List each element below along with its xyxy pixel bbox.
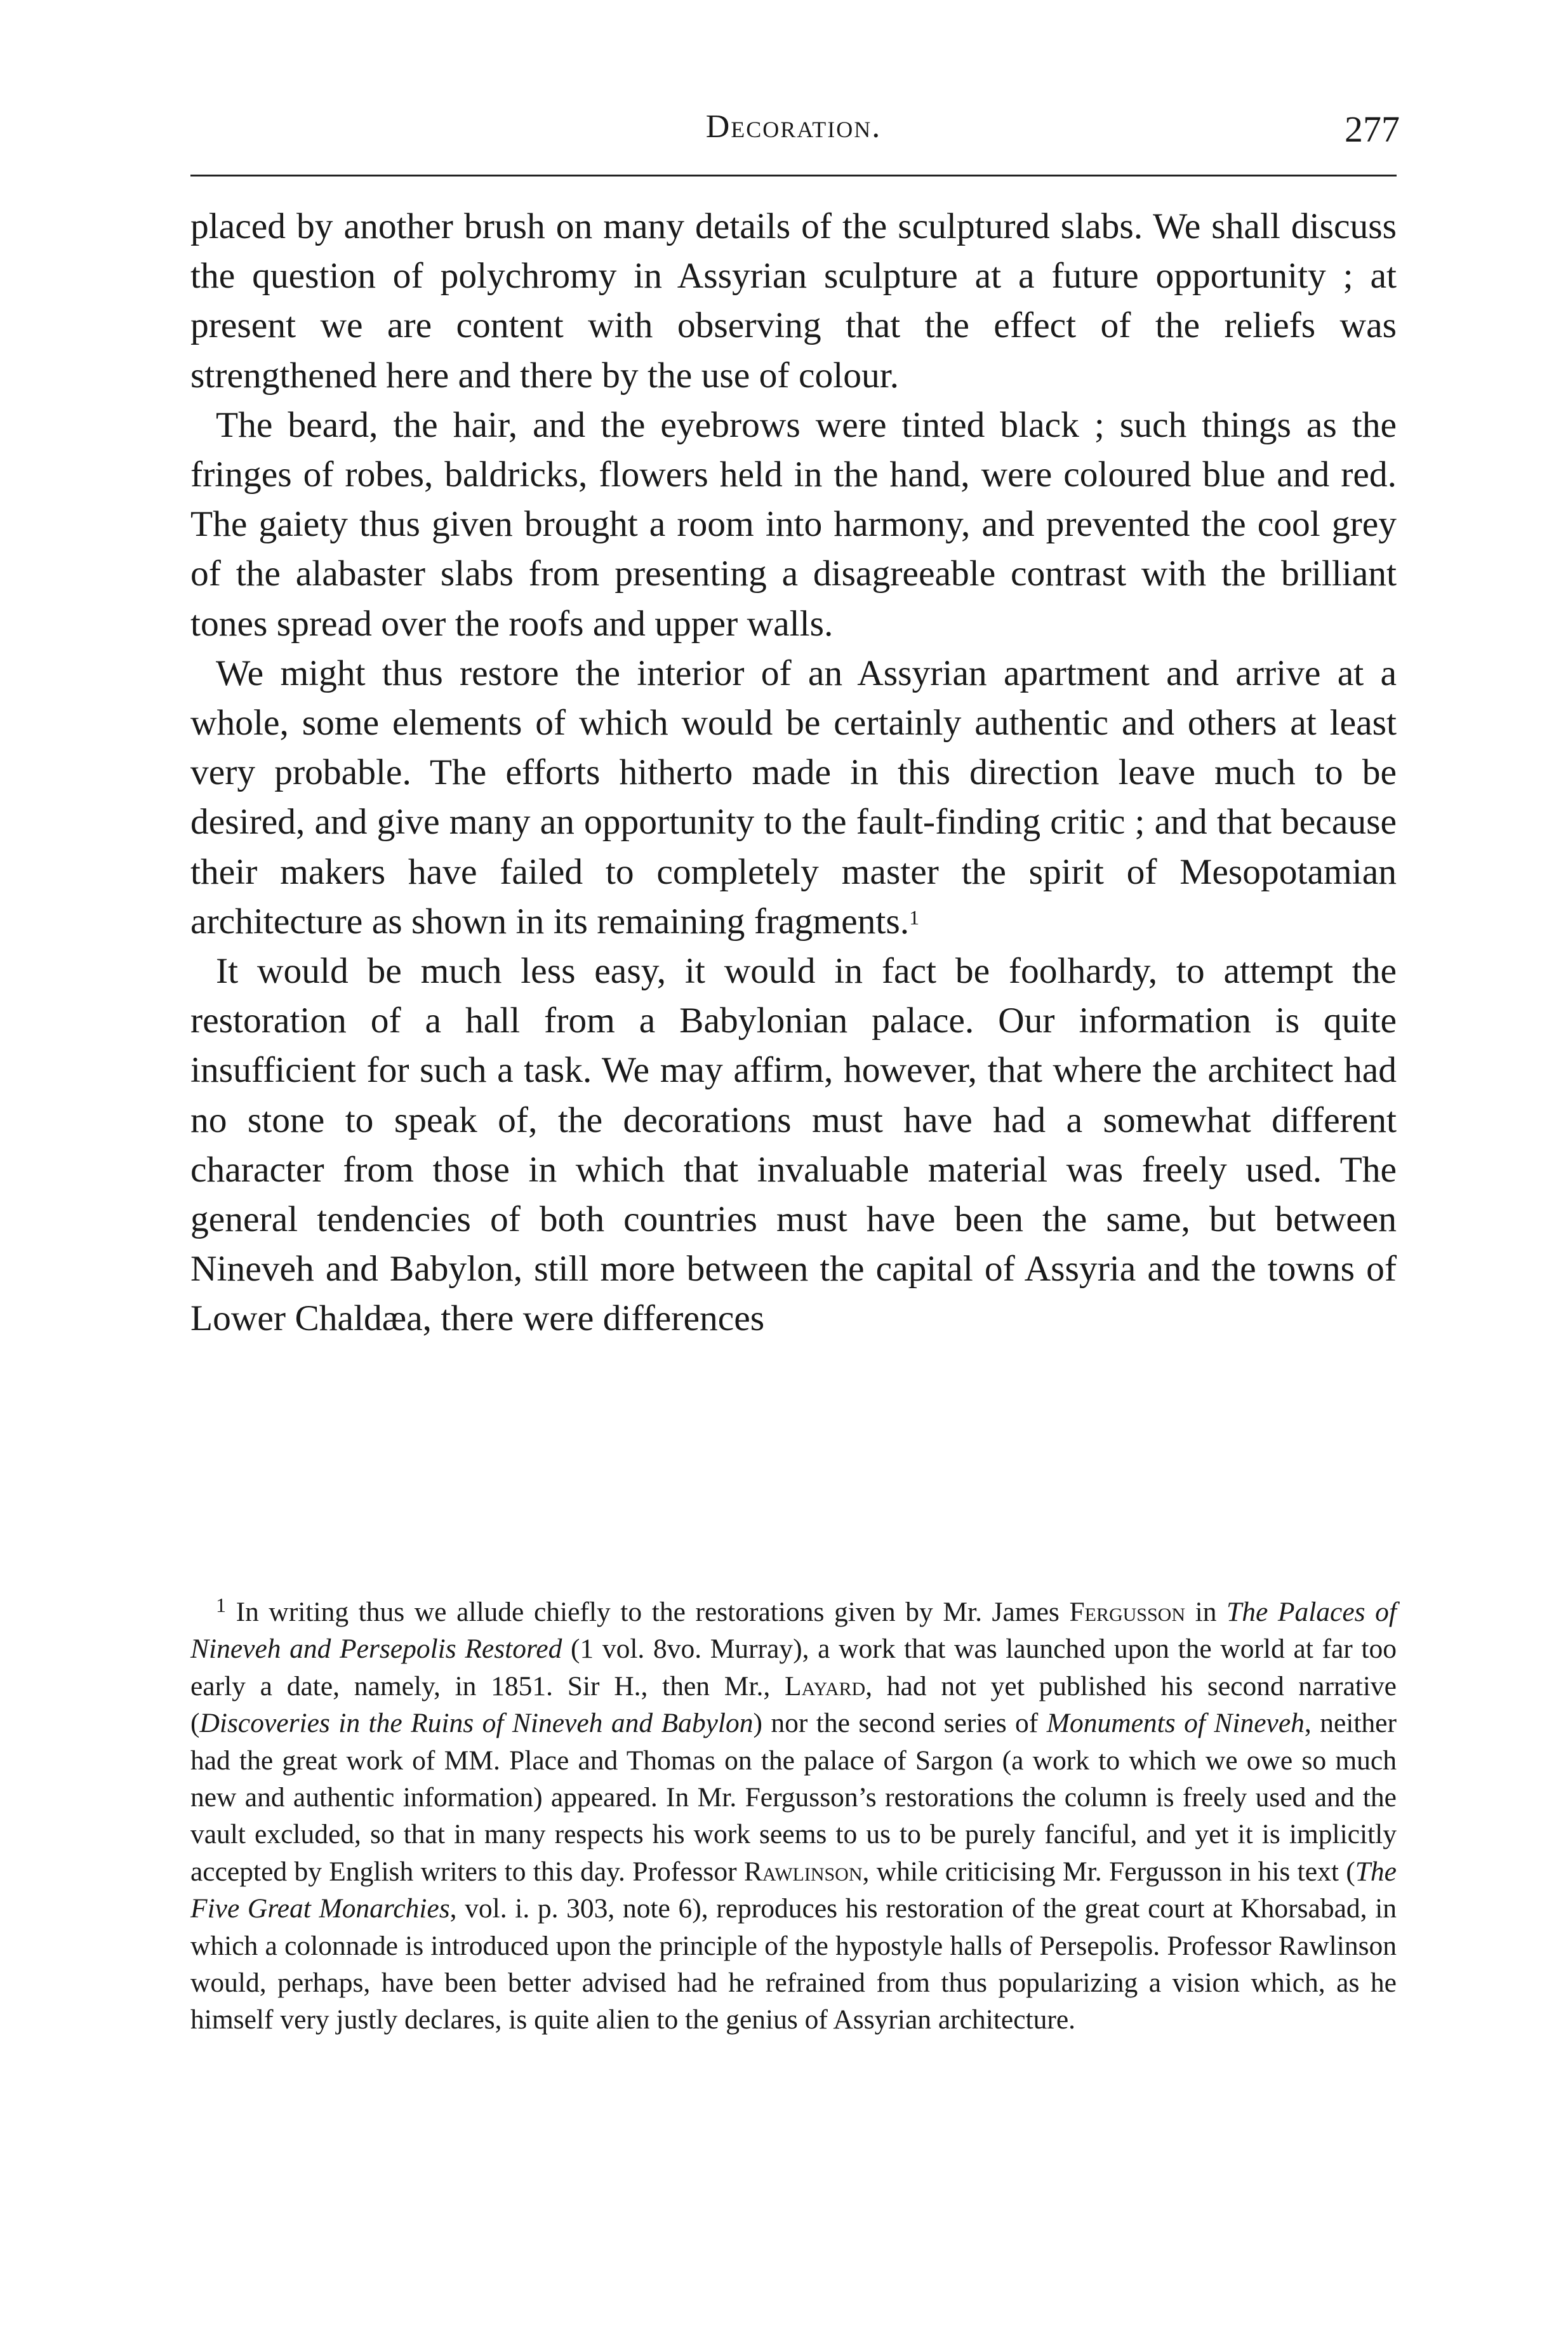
paragraph-3-text: We might thus restore the interior of an Assyrian apartment and arrive at a whole, some elements of which would be certainly authentic and others at least very probable. The efforts hitherto made in this direction leave much to be desired, and give many an opportunity to the fault-finding critic ; and that because their makers have failed to completely master the spirit of Mesopotamian architecture as shown in its remaining fragments.: [190, 653, 1397, 942]
book-page: [190, 0, 1400, 2035]
footnote-marker: 1: [216, 1594, 226, 1616]
footnote-text: , had not yet published his second narrative (: [190, 1670, 1397, 1739]
footnote-1: [190, 1594, 1397, 2039]
page-number: 277: [1345, 109, 1400, 150]
footnote-text: In writing thus we allude chiefly to the restorations given by Mr. James: [236, 1597, 1070, 1627]
book-title: The Palaces of Nineveh and Persepolis Restored: [190, 1597, 1397, 1665]
page-header: [190, 0, 1400, 171]
footnote-text: , neither had the great work of MM. Place and Thomas on the palace of Sargon (a work to which we owe so much new and authentic information) appeared. In Mr. Fergusson’s restorations the column is freely used and the vault excluded, so that in many respects his work seems to us to be purely fanciful, and yet it is implicitly accepted by English writers to this day. Professor: [190, 1708, 1397, 1887]
footnotes: [190, 1594, 1397, 2039]
author-name-layard: Layard: [785, 1670, 866, 1701]
header-rule: [190, 175, 1397, 176]
book-title: Monuments of Nineveh: [1046, 1708, 1305, 1739]
footnote-text: , vol. i. p. 303, note 6), reproduces his restoration of the great court at Khorsabad, in which a colonnade is introduced upon the principle of the hypostyle halls of Persepolis. Professor Rawlinson would, perhaps, have been better advised had he refrained from thus popularizing a vision which, as he himself very justly declares, is quite alien to the genius of Assyrian architecture.: [190, 1893, 1397, 2035]
book-title: Discoveries in the Ruins of Nineveh and Babylon: [199, 1708, 754, 1739]
footnote-text: in: [1185, 1597, 1227, 1627]
footnote-text: ) nor the second series of: [753, 1708, 1047, 1739]
footnote-text: , while criticising Mr. Fergusson in his text (: [862, 1856, 1355, 1887]
footnote-reference[interactable]: 1: [909, 905, 920, 929]
paragraph-1: placed by another brush on many details of the sculptured slabs. We shall discuss the question of polychromy in Assyrian sculpture at a future opportunity ; at present we are content with observing that the effect of the reliefs was strengthened here and there by the use of colour.: [190, 206, 1397, 396]
paragraph-3: [190, 649, 1397, 947]
footnote-text: (1 vol. 8vo. Murray), a work that was launched upon the world at far too early a date, namely, in 1851. Sir H., then Mr.,: [190, 1634, 1397, 1701]
author-name-rawlinson: Rawlinson: [743, 1856, 863, 1887]
paragraph-2: The beard, the hair, and the eyebrows were tinted black ; such things as the fringes of robes, baldricks, flowers held in the hand, were coloured blue and red. The gaiety thus given brought a room into harmony, and prevented the cool grey of the alabaster slabs from presenting a disagreeable contrast with the brilliant tones spread over the roofs and upper walls.: [190, 404, 1397, 644]
author-name-fergusson: Fergusson: [1069, 1597, 1186, 1627]
paragraph-4: It would be much less easy, it would in fact be foolhardy, to attempt the restoration of a hall from a Babylonian palace. Our information is quite insufficient for such a task. We may affirm, however, that where the architect had no stone to speak of, the decorations must have had a somewhat different character from those in which that invaluable material was freely used. The general tendencies of both countries must have been the same, but between Nineveh and Babylon, still more between the capital of Assyria and the towns of Lower Chaldæa, there were differences: [190, 951, 1397, 1339]
book-title: The Five Great Monarchies: [190, 1856, 1397, 1924]
body-text: [190, 202, 1397, 1344]
running-title: Decoration.: [705, 109, 882, 145]
